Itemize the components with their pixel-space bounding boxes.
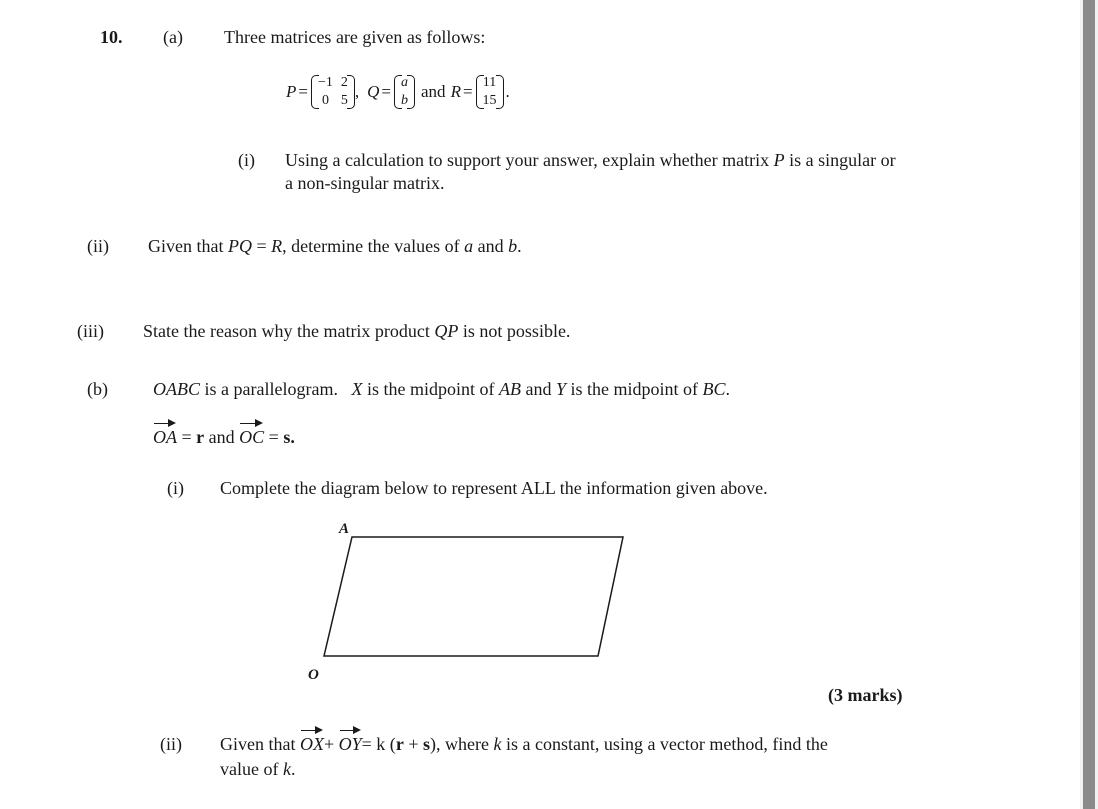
scrollbar-thumb[interactable] [1083, 0, 1095, 809]
part-a-label: (a) [163, 27, 183, 47]
vector-ox: OX [299, 734, 324, 754]
part-a-iii-text: State the reason why the matrix product QP is not possible. [143, 321, 571, 341]
vector-oc: OC [239, 427, 265, 447]
part-b-i-label: (i) [167, 478, 184, 498]
part-a-ii-text: Given that PQ = R, determine the values of a and b. [148, 236, 522, 256]
vector-oy: OY [338, 734, 362, 754]
part-b-i-text: Complete the diagram below to represent ALL the information given above. [220, 478, 768, 498]
matrix-definitions: P = −1 2 0 5 , Q = a b and R = 11 15 . [286, 75, 510, 108]
part-b-label: (b) [87, 379, 108, 399]
part-a-i-line1: Using a calculation to support your answer, explain whether matrix P is a singular or [285, 150, 896, 170]
parallelogram-oabc [324, 537, 623, 656]
part-b-line1: OABC is a parallelogram. X is the midpoint of AB and Y is the midpoint of BC. [153, 379, 730, 399]
part-a-i-label: (i) [238, 150, 255, 170]
part-a-intro: Three matrices are given as follows: [224, 27, 486, 47]
part-b-line2: OA = r and OC = s. [153, 427, 295, 447]
vertical-scrollbar[interactable] [1080, 0, 1098, 809]
part-a-iii-label: (iii) [77, 321, 104, 341]
marks-label: (3 marks) [828, 685, 903, 705]
parallelogram-diagram [296, 512, 636, 682]
matrix-p-name: P [286, 82, 297, 101]
question-number: 10. [100, 27, 123, 47]
part-b-ii-label: (ii) [160, 734, 182, 754]
matrix-q: a b [394, 74, 415, 110]
vector-oa: OA [153, 427, 177, 447]
vertex-a-label: A [339, 521, 350, 537]
part-a-ii-label: (ii) [87, 236, 109, 256]
matrix-r-name: R [450, 82, 461, 101]
matrix-p: −1 2 0 5 [311, 74, 355, 110]
part-b-ii-line1: Given that OX+ OY= k (r + s), where k is a constant, using a vector method, find the [220, 734, 828, 754]
matrix-q-name: Q [367, 82, 380, 101]
vertex-o-label: O [308, 667, 319, 682]
part-b-ii-line2: value of k. [220, 759, 296, 779]
matrix-r: 11 15 [476, 74, 504, 110]
part-a-i-line2: a non-singular matrix. [285, 173, 445, 193]
